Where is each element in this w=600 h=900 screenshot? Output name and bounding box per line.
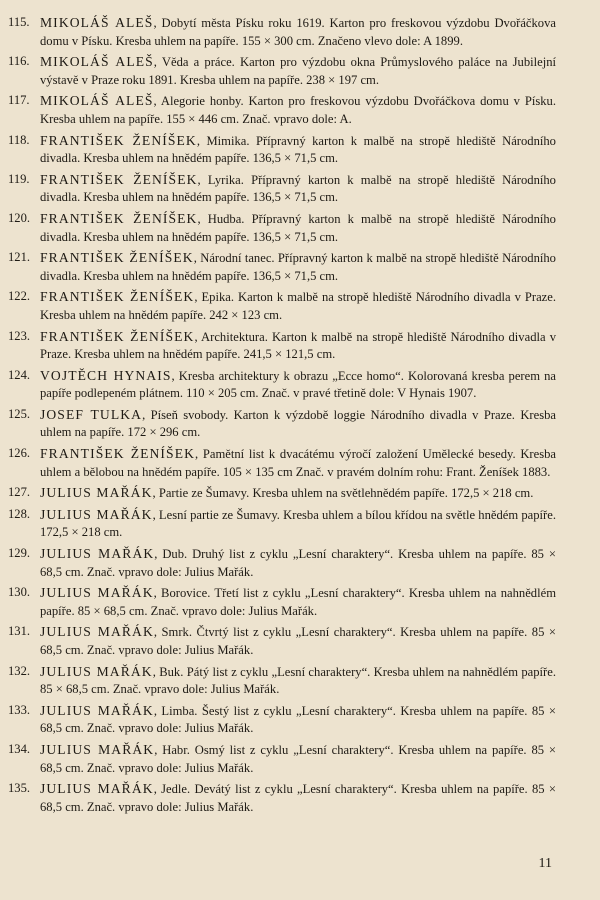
- entry-number: 123.: [8, 328, 31, 343]
- entry-description: , Buk. Pátý list z cyklu „Lesní charaktery“. Kresba uhlem na nahnědlém papíře. 85 × 68,5 cm. Znač. vpravo dole: Julius Mařák.: [40, 664, 556, 697]
- entry-number: 121.: [8, 250, 31, 265]
- artist-name: MIKOLÁŠ ALEŠ: [40, 54, 154, 70]
- entry-number: 118.: [8, 132, 30, 147]
- artist-name: FRANTIŠEK ŽENÍŠEK: [40, 171, 198, 187]
- catalogue-entry: [0, 484, 600, 503]
- entry-description: , Epika. Karton k malbě na stropě hlediště Národního divadla v Praze. Kresba uhlem na hnědém papíře. 242 × 123 cm.: [40, 290, 556, 322]
- entry-description: , Alegorie honby. Karton pro freskovou výzdobu Dvořáčkova domu v Písku. Kresba uhlem na papíře. 155 × 446 cm. Znač. vpravo dole: A.: [40, 94, 556, 126]
- artist-name: FRANTIŠEK ŽENÍŠEK: [40, 446, 196, 462]
- entry-number: 115.: [8, 15, 30, 29]
- entry-number: 130.: [8, 585, 31, 600]
- catalogue-entry: [0, 210, 600, 246]
- artist-name: MIKOLÁŠ ALEŠ: [40, 93, 154, 109]
- entry-description: , Lyrika. Přípravný karton k malbě na stropě hlediště Národního divadla. Kresba uhlem na hnědém papíře. 136,5 × 71,5 cm.: [40, 172, 556, 205]
- entry-number: 126.: [8, 446, 31, 461]
- entry-description: , Limba. Šestý list z cyklu „Lesní charaktery“. Kresba uhlem na papíře. 85 × 68,5 cm. Znač. vpravo dole: Julius Mařák.: [40, 703, 556, 736]
- catalogue-entry: [0, 780, 600, 816]
- catalogue-page: [0, 14, 600, 894]
- catalogue-entry: [0, 545, 600, 581]
- artist-name: JULIUS MAŘÁK: [40, 741, 155, 757]
- entry-number: 124.: [8, 367, 31, 382]
- artist-name: JOSEF TULKA: [40, 406, 143, 422]
- catalogue-entry: [0, 702, 600, 738]
- catalogue-entry: [0, 663, 600, 699]
- catalogue-entry: [0, 171, 600, 207]
- catalogue-entry: [0, 53, 600, 89]
- artist-name: FRANTIŠEK ŽENÍŠEK: [40, 328, 195, 344]
- catalogue-entry: [0, 506, 600, 542]
- entry-number: 117.: [8, 93, 30, 108]
- entry-number: 129.: [8, 546, 31, 561]
- artist-name: JULIUS MAŘÁK: [40, 781, 154, 797]
- entry-description: , Píseň svobody. Karton k výzdobě loggie Národního divadla v Praze. Kresba uhlem na papíře. 172 × 296 cm.: [40, 407, 556, 440]
- artist-name: JULIUS MAŘÁK: [40, 585, 154, 601]
- entry-number: 120.: [8, 210, 31, 225]
- entry-number: 133.: [8, 702, 31, 717]
- entry-description: , Architektura. Karton k malbě na stropě hlediště Národního divadla v Praze. Kresba uhlem na hnědém papíře. 241,5 × 121,5 cm.: [40, 329, 556, 362]
- entry-description: , Pamětní list k dvacátému výročí založení Umělecké besedy. Kresba uhlem a bělobou na hnědém papíře. 105 × 135 cm Znač. v pravém dolním rohu: Frant. Ženíšek 1883.: [40, 447, 556, 479]
- entry-description: , Partie ze Šumavy. Kresba uhlem na světlehnědém papíře. 172,5 × 218 cm.: [152, 486, 534, 501]
- catalogue-entry: [0, 328, 600, 364]
- entry-description: , Dub. Druhý list z cyklu „Lesní charaktery“. Kresba uhlem na papíře. 85 × 68,5 cm. Znač. vpravo dole: Julius Mařák.: [40, 547, 556, 579]
- entry-number: 134.: [8, 741, 31, 756]
- artist-name: FRANTIŠEK ŽENÍŠEK: [40, 132, 197, 148]
- artist-name: VOJTĚCH HYNAIS: [40, 367, 172, 383]
- entry-number: 132.: [8, 663, 31, 678]
- catalogue-entry: [0, 406, 600, 442]
- page-number: 11: [538, 856, 552, 871]
- catalogue-entry: [0, 249, 600, 285]
- artist-name: JULIUS MAŘÁK: [40, 624, 154, 640]
- artist-name: JULIUS MAŘÁK: [40, 702, 154, 718]
- entry-description: , Borovice. Třetí list z cyklu „Lesní charaktery“. Kresba uhlem na nahnědlém papíře. 85 × 68,5 cm. Znač. vpravo dole: Julius Mařák.: [40, 586, 556, 618]
- entry-description: , Lesní partie ze Šumavy. Kresba uhlem a bílou křídou na světle hnědém papíře. 172,5 × 218 cm.: [40, 507, 556, 540]
- catalogue-entry-list: [0, 14, 600, 816]
- catalogue-entry: [0, 741, 600, 777]
- catalogue-entry: [0, 288, 600, 324]
- entry-description: , Národní tanec. Přípravný karton k malbě na stropě hlediště Národního divadla. Kresba uhlem na hnědém papíře. 136,5 × 71,5 cm.: [40, 251, 556, 283]
- artist-name: FRANTIŠEK ŽENÍŠEK: [40, 250, 194, 266]
- entry-number: 119.: [8, 171, 30, 186]
- catalogue-entry: [0, 623, 600, 659]
- entry-number: 128.: [8, 506, 31, 521]
- artist-name: JULIUS MAŘÁK: [40, 485, 153, 501]
- catalogue-entry: [0, 445, 600, 481]
- artist-name: JULIUS MAŘÁK: [40, 506, 153, 522]
- entry-description: , Smrk. Čtvrtý list z cyklu „Lesní charaktery“. Kresba uhlem na papíře. 85 × 68,5 cm. Znač. vpravo dole: Julius Mařák.: [40, 625, 556, 657]
- catalogue-entry: [0, 132, 600, 168]
- catalogue-entry: [0, 367, 600, 403]
- entry-number: 125.: [8, 406, 31, 421]
- artist-name: FRANTIŠEK ŽENÍŠEK: [40, 210, 198, 226]
- entry-description: , Hudba. Přípravný karton k malbě na stropě hlediště Národního divadla. Kresba uhlem na hnědém papíře. 136,5 × 71,5 cm.: [40, 211, 556, 244]
- entry-number: 127.: [8, 485, 31, 500]
- entry-description: , Dobytí města Písku roku 1619. Karton pro freskovou výzdobu Dvořáčkova domu v Písku. Kresba uhlem na papíře. 155 × 300 cm. Značeno vlevo dole: A 1899.: [40, 16, 556, 48]
- entry-description: , Mimika. Přípravný karton k malbě na stropě hlediště Národního divadla. Kresba uhlem na hnědém papíře. 136,5 × 71,5 cm.: [40, 133, 556, 166]
- entry-number: 131.: [8, 624, 31, 639]
- artist-name: MIKOLÁŠ ALEŠ: [40, 15, 154, 30]
- entry-number: 135.: [8, 781, 31, 796]
- entry-description: , Jedle. Devátý list z cyklu „Lesní charaktery“. Kresba uhlem na papíře. 85 × 68,5 cm. Znač. vpravo dole: Julius Mařák.: [40, 782, 556, 814]
- catalogue-entry: [0, 584, 600, 620]
- entry-description: , Habr. Osmý list z cyklu „Lesní charaktery“. Kresba uhlem na papíře. 85 × 68,5 cm. Znač. vpravo dole: Julius Mařák.: [40, 742, 556, 775]
- artist-name: JULIUS MAŘÁK: [40, 663, 153, 679]
- entry-number: 122.: [8, 289, 31, 304]
- entry-number: 116.: [8, 54, 30, 69]
- catalogue-entry: [0, 14, 600, 50]
- artist-name: JULIUS MAŘÁK: [40, 546, 155, 562]
- artist-name: FRANTIŠEK ŽENÍŠEK: [40, 289, 195, 305]
- catalogue-entry: [0, 92, 600, 128]
- entry-description: , Věda a práce. Karton pro výzdobu okna Průmyslového paláce na Jubilejní výstavě v Praze roku 1891. Kresba uhlem na papíře. 238 × 197 cm.: [40, 55, 556, 87]
- entry-description: , Kresba architektury k obrazu „Ecce homo“. Kolorovaná kresba perem na papíře podlepeném plátnem. 110 × 205 cm. Znač. v pravé třetině dole: V Hynais 1907.: [40, 368, 556, 401]
